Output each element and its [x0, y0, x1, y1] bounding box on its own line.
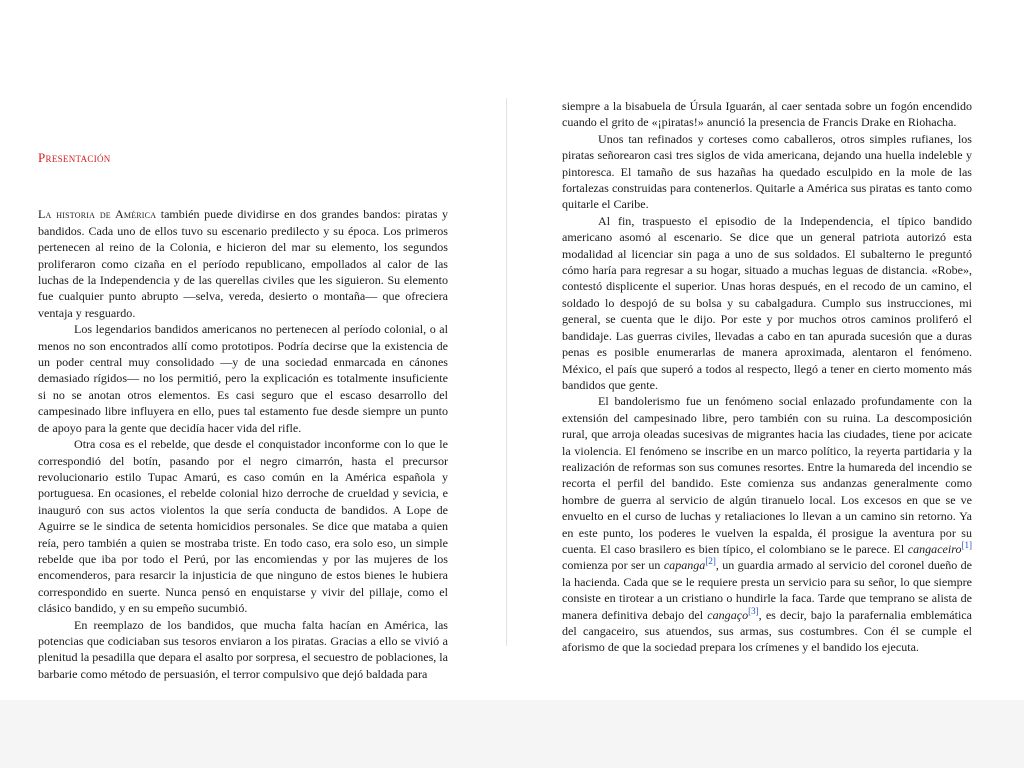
paragraph: [562, 393, 972, 656]
paragraph-text: El bandolerismo fue un fenómeno social enlazado profundamente con la extensión del campesinado libre, pero también con su ruina. La descomposición rural, que arroja oleadas sucesivas de migrantes hacia las ciudades, tiene por acicate la violencia. El fenómeno se inscribe en un marco político, la reyerta partidaria y la realización de reformas son sus comunes resortes. Entre la humareda del incendio se recorta el perfil del bandido. Este comienza sus andanzas generalmente como hombre de guerra al servicio de algún tiranuelo local. Los excesos en que se ve envuelto en el curso de luchas y retaliaciones lo llevan a un camino sin retorno. Ya en este punto, los poderes le vuelven la espalda, él prosigue la aventura por su cuenta. El caso brasilero es bien típico, el colombiano se le parece. El: [562, 394, 972, 556]
footnote-link-2[interactable]: [2]: [705, 556, 716, 567]
opening-caps: La historia de América: [38, 207, 157, 222]
page-divider: [506, 98, 507, 646]
footnote-link-3[interactable]: [3]: [748, 605, 759, 616]
reader-bottom-area: [0, 700, 1024, 768]
footnote-link-1[interactable]: [1]: [961, 539, 972, 550]
paragraph-text: comienza por ser un: [562, 558, 664, 573]
paragraph: En reemplazo de los bandidos, que mucha falta hacían en América, las potencias que codiciaban sus tesoros enviaron a los piratas. Gracias a ello se vivió a plenitud la pesadilla que depara el asalto por sorpresa, el secuestro de poblaciones, la barbarie como método de persuasión, el terror compulsivo que dejó baldada para: [38, 617, 448, 681]
paragraph-text: también puede dividirse en dos grandes bandos: piratas y bandidos. Cada uno de ellos tuvo su escenario predilecto y su época. Los primeros pertenecen al reino de la Colonia, e hicieron del mar su elemento, los segundos proliferaron como cizaña en el período republicano, empollados al calor de las luchas de la Independencia y de las querellas civiles que les siguieron. Su elemento fue cualquier punto abrupto —selva, vereda, desierto o montaña— que ofreciera ventaja y resguardo.: [38, 207, 449, 320]
term-cangaco: cangaço: [707, 607, 749, 622]
paragraph-text: , es decir, bajo la parafernalia emblemática del cangaceiro, sus atuendos, sus armas, sus costumbres. Con él se cumple el aforismo de que la sociedad prepara los crímenes y el bandido los ejecuta.: [562, 607, 972, 655]
paragraph: Otra cosa es el rebelde, que desde el conquistador inconforme con lo que le correspondió del botín, pasando por el negro cimarrón, hasta el precursor revolucionario estilo Tupac Amarú, es caso común en la América española y portuguesa. En ocasiones, el rebelde colonial hizo derroche de crueldad y sevicia, e inauguró con sus actos violentos la que sería conducta de bandidos. A Lope de Aguirre se le sindica de setenta homicidios personales. Se dice que mataba a quien reía, pero también a quien se mostraba triste. En todo caso, era solo eso, un simple rebelde que iba por todo el Perú, por las encomiendas y por las mujeres de los encomenderos, para resarcir la injusticia de que ninguno de estos bienes le hubiera correspondido en suerte. Nunca pensó en enquistarse y vivir del pillaje, como el clásico bandido, y en su empeño sucumbió.: [38, 437, 448, 616]
paragraph: Unos tan refinados y corteses como caballeros, otros simples rufianes, los piratas señorearon casi tres siglos de vida americana, dejando una huella indeleble y pintoresca. El tamaño de sus hazañas ha quedado esculpido en la mole de las fortalezas construidas para contenerlos. Quitarle a América sus piratas es tanto como quitarle el Caribe.: [562, 131, 972, 212]
paragraph-text: , un guardia armado al servicio del coronel dueño de la hacienda. Cada que se le requiere presta un servicio para su señor, lo que siempre consiste en tirotear a un cristiano o hundirle la faca. Tarde que temprano se alista de manera definitiva debajo del: [562, 558, 973, 622]
left-page: [38, 100, 448, 682]
chapter-heading: Presentación: [38, 150, 111, 165]
right-page: [562, 98, 972, 656]
paragraph: [38, 206, 448, 321]
paragraph: Los legendarios bandidos americanos no pertenecen al período colonial, o al menos no son encontrados allí como prototipos. Podría decirse que la existencia de un poder central muy consolidado —y de una sociedad enmarcada en cánones demasiado rígidos— no los permitió, pero la explicación es totalmente insuficiente si no se anotan otros elementos. Es casi seguro que el escaso desarrollo del campesinado libre influyera en ello, pues tal estamento fue desde siempre un punto de apoyo para la gente que decidía hacer vida del rifle.: [38, 322, 448, 435]
term-capanga: capanga: [663, 558, 706, 573]
paragraph: siempre a la bisabuela de Úrsula Iguarán, al caer sentada sobre un fogón encendido cuando el grito de «¡piratas!» anunció la presencia de Francis Drake en Riohacha.: [562, 99, 972, 130]
paragraph: Al fin, traspuesto el episodio de la Independencia, el típico bandido americano asomó al escenario. Se dice que un general patriota autorizó esta modalidad al licenciar sin paga a uno de sus soldados. El subalterno le preguntó cómo haría para regresar a su hogar, situado a muchas leguas de distancia. «Robe», contestó displicente el superior. Unas horas después, en el recodo de un camino, el soldado lo despojó de su bolsa y su cabalgadura. Cumplo sus instrucciones, mi general, se cuenta que le dijo. Por este y por muchos otros caminos proliferó el bandidaje. Las guerras civiles, llevadas a cabo en tan apurada sucesión que a duras penas es posible enumerarlas de manera aproximada, alentaron el fenómeno. México, el país que superó a todos al respecto, llegó a tener en cierto momento más bandidos que gente.: [562, 213, 972, 392]
term-cangaceiro: cangaceiro: [907, 541, 962, 556]
